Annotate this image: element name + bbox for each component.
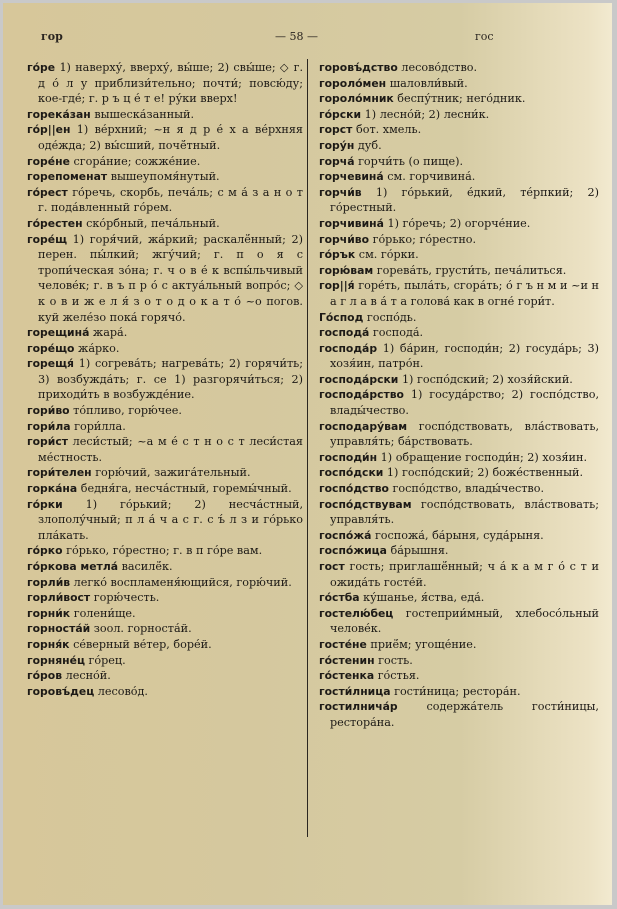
dictionary-entry <box>319 606 599 637</box>
headword: госпо́дствувам <box>319 497 412 511</box>
dictionary-entry <box>27 60 303 107</box>
definition: госпо́дствовать, вла́ствовать; управля́ть. <box>330 497 599 527</box>
dictionary-entry <box>319 372 599 388</box>
definition: приё́м; угоще́ние. <box>370 637 477 651</box>
headword: господа́рски <box>319 372 399 386</box>
dictionary-entry <box>27 341 303 357</box>
dictionary-entry <box>27 481 303 497</box>
definition: горю́честь. <box>93 591 160 605</box>
dictionary-entry <box>27 325 303 341</box>
headword: горе́що <box>27 341 75 355</box>
headword: го́стенка <box>319 669 375 683</box>
definition: госпо́дствовать, вла́ствовать, управля́ть; ба́рствовать. <box>330 419 599 449</box>
dictionary-entry <box>27 606 303 622</box>
right-guide-word: гос <box>475 30 494 43</box>
dictionary-entry <box>27 356 303 403</box>
definition: госпожа́, ба́рыня, суда́рыня. <box>374 528 544 542</box>
dictionary-page <box>3 3 612 905</box>
dictionary-entry <box>319 559 599 590</box>
dictionary-entry <box>319 465 599 481</box>
headword: госпо́жа́ <box>319 528 372 542</box>
headword: гори́во <box>27 404 70 418</box>
definition: горю́чий, зажига́тельный. <box>95 466 251 480</box>
dictionary-entry <box>27 621 303 637</box>
dictionary-entry <box>27 637 303 653</box>
definition: го́рько, го́рестно; г. в п го́ре вам. <box>66 544 263 558</box>
dictionary-entry <box>319 325 599 341</box>
definition: го́рец. <box>88 653 126 667</box>
dictionary-entry <box>27 154 303 170</box>
dictionary-entry <box>319 138 599 154</box>
definition: госпо́дь. <box>366 310 417 324</box>
definition: гость. <box>378 653 413 667</box>
headword: горчевина́ <box>319 170 384 184</box>
definition: лесово́д. <box>97 684 148 698</box>
definition: 1) госуда́рство; 2) госпо́дство, влады́чество. <box>330 388 600 418</box>
definition: гостеприи́мный, хлебосо́льный челове́к. <box>330 606 600 636</box>
definition: 1) го́рький; 2) несча́стный, злополу́чный; п л а́ ч а с г. с ъ́ л з и го́рько пла́кать. <box>38 497 303 542</box>
headword: Го́спод <box>319 310 364 324</box>
definition: гость; приглашё́нный; ч а́ к а м г о́ с т и ожида́ть госте́й. <box>330 560 600 589</box>
definition: 1) го́речь; 2) огорче́ние. <box>387 216 531 230</box>
definition: 1) госпо́дский; 2) боже́ственный. <box>386 466 584 480</box>
definition: 1) горя́чий, жа́ркий; раскалё́нный; 2) перен. пы́лкий; жгу́чий; г. п о я с тропи́ческая зо́на; г. ч о в е́ к вспы́льчивый челове́к; г. в ъ п р о́ с актуа́льный вопро́с; ◇ к о в и ж е л я́ з о т о д о к а т о́ ~о погов. куй желе́зо пока́ горячо́. <box>38 232 303 324</box>
dictionary-entry <box>27 465 303 481</box>
headword: гостилнича́р <box>319 700 398 714</box>
left-guide-word: гор <box>41 30 63 43</box>
dictionary-entry <box>319 107 599 123</box>
right-column <box>319 60 599 731</box>
dictionary-entry <box>27 668 303 684</box>
definition: василё́к. <box>121 560 173 573</box>
headword: горовъ́дство <box>319 61 398 74</box>
dictionary-entry <box>319 653 599 669</box>
headword: горст <box>319 123 353 137</box>
headword: господи́н <box>319 450 378 464</box>
dictionary-entry <box>27 232 303 326</box>
dictionary-entry <box>319 169 599 185</box>
headword: горе́щ <box>27 232 68 246</box>
definition: 1) ве́рхний; ~н я д р е́ х а ве́рхняя оде́жда; 2) вы́сший, почё́тный. <box>38 123 303 152</box>
definition: 1) лесно́й; 2) лесни́к. <box>364 107 490 121</box>
dictionary-entry <box>27 497 303 544</box>
definition: ба́рышня. <box>390 544 449 558</box>
definition: см. го́рки. <box>358 248 419 262</box>
headword: горещя́ <box>27 357 74 371</box>
dictionary-entry <box>27 684 303 700</box>
dictionary-entry <box>319 341 599 372</box>
headword: горни́к <box>27 606 71 620</box>
definition: шаловли́вый. <box>389 76 468 90</box>
left-column <box>27 60 303 699</box>
dictionary-entry <box>27 590 303 606</box>
headword: го́рко <box>27 544 63 558</box>
headword: горня́к <box>27 637 70 651</box>
headword: горю́вам <box>319 263 374 277</box>
dictionary-entry <box>27 559 303 575</box>
definition: вышеупомя́нутый. <box>110 170 220 184</box>
headword: гори́ст <box>27 435 69 449</box>
definition: госпо́дство, влады́чество. <box>392 482 545 496</box>
dictionary-entry <box>319 497 599 528</box>
definition: 1) наверху́, вверху́, вы́ше; 2) свы́ше; ◇ г. д о́ л у приблизи́тельно; почти́; повсю́ду; кое-где́; г. р ъ ц е́ т е! ру́ки вверх! <box>38 61 303 106</box>
definition: беспу́тник; него́дник. <box>397 92 526 106</box>
definition: горе́ть, пыла́ть, сгора́ть; о́ г ъ н м и ~и н а г л а в а́ т а голова́ как в огне́ гори́т. <box>330 279 599 308</box>
definition: леси́стый; ~а м е́ с т н о с т леси́стая ме́стность. <box>38 435 303 464</box>
definition: господа́. <box>372 326 424 340</box>
dictionary-entry <box>27 216 303 232</box>
definition: 1) госпо́дский; 2) хозя́йский. <box>401 372 573 386</box>
headword: горняне́ц <box>27 653 85 667</box>
definition: го́стья. <box>377 669 420 683</box>
headword: горли́вост <box>27 591 91 605</box>
dictionary-entry <box>319 185 599 216</box>
running-header <box>3 30 612 50</box>
headword: гори́ла <box>27 419 71 433</box>
dictionary-entry <box>319 278 599 309</box>
headword: господа́ <box>319 326 370 340</box>
headword: го́рки <box>27 497 63 511</box>
headword: го́ре <box>27 61 56 74</box>
headword: госте́не <box>319 637 367 651</box>
headword: госпо́жица <box>319 544 387 558</box>
definition: содержа́тель гости́ницы, рестора́на. <box>330 700 599 729</box>
definition: легко́ воспламеня́ющийся, горю́чий. <box>73 575 292 589</box>
dictionary-entry <box>319 76 599 92</box>
dictionary-entry <box>319 247 599 263</box>
dictionary-entry <box>319 122 599 138</box>
dictionary-entry <box>27 543 303 559</box>
definition: ско́рбный, печа́льный. <box>86 216 220 230</box>
headword: гори́телен <box>27 466 92 480</box>
headword: гороло́мник <box>319 92 394 106</box>
dictionary-entry <box>319 232 599 248</box>
headword: горка́на <box>27 482 78 496</box>
definition: жара́. <box>92 326 128 340</box>
definition: го́речь, скорбь, печа́ль; с м а́ з а н о т г. пода́вленный го́рем. <box>38 185 303 215</box>
dictionary-entry <box>27 169 303 185</box>
headword: горовъ́дец <box>27 684 95 698</box>
column-divider <box>307 59 308 837</box>
definition: 1) ба́рин, господи́н; 2) госуда́рь; 3) хозя́ин, патро́н. <box>330 341 599 371</box>
definition: лесно́й. <box>65 669 111 683</box>
definition: дуб. <box>357 138 382 152</box>
definition: жа́рко. <box>78 341 120 355</box>
dictionary-entry <box>27 419 303 435</box>
definition: 1) обращение господи́н; 2) хозя́ин. <box>380 450 588 464</box>
headword: го́рък <box>319 248 356 262</box>
headword: го́ркова метла́ <box>27 560 119 573</box>
dictionary-entry <box>27 575 303 591</box>
definition: голени́ще. <box>73 606 136 620</box>
dictionary-entry <box>27 122 303 153</box>
dictionary-entry <box>319 387 599 418</box>
headword: гору́н <box>319 138 355 152</box>
definition: се́верный ве́тер, боре́й. <box>73 637 212 651</box>
headword: горли́в <box>27 575 71 589</box>
dictionary-entry <box>319 543 599 559</box>
headword: горчи́в <box>319 185 362 199</box>
definition: ку́шанье, я́ства, еда́. <box>363 591 485 605</box>
definition: бедня́га, несча́стный, горемы́чный. <box>80 482 292 496</box>
headword: го́стенин <box>319 653 375 667</box>
dictionary-entry <box>319 668 599 684</box>
dictionary-entry <box>319 419 599 450</box>
headword: го́ров <box>27 669 63 683</box>
headword: го́рестен <box>27 216 83 230</box>
definition: го́рько; го́рестно. <box>372 232 477 246</box>
dictionary-entry <box>27 653 303 669</box>
definition: сгора́ние; сожже́ние. <box>73 154 201 168</box>
definition: горчи́ть (о пище). <box>358 154 464 168</box>
dictionary-entry <box>319 637 599 653</box>
headword: горноста́й <box>27 622 91 636</box>
dictionary-entry <box>27 107 303 123</box>
dictionary-entry <box>27 403 303 419</box>
definition: см. горчивина́. <box>387 170 476 184</box>
dictionary-entry <box>319 310 599 326</box>
headword: го́рест <box>27 185 68 199</box>
definition: вышеска́занный. <box>94 107 195 121</box>
dictionary-entry <box>319 528 599 544</box>
dictionary-entry <box>319 60 599 76</box>
dictionary-entry <box>319 590 599 606</box>
definition: 1) го́рький, е́дкий, те́рпкий; 2) го́рестный. <box>330 185 600 215</box>
headword: гор||я́ <box>319 279 355 293</box>
headword: гостелю́бец <box>319 606 394 620</box>
dictionary-entry <box>319 699 599 730</box>
definition: лесово́дство. <box>401 61 478 74</box>
definition: 1) согрева́ть; нагрева́ть; 2) горячи́ть; 3) возбужда́ть; г. се 1) разгорячи́ться; 2) приходи́ть в возбужде́ние. <box>38 357 303 402</box>
headword: горепоменат <box>27 170 108 184</box>
dictionary-entry <box>319 154 599 170</box>
dictionary-entry <box>319 263 599 279</box>
headword: горчи́во <box>319 232 370 246</box>
headword: госпо́дство <box>319 482 389 496</box>
dictionary-entry <box>319 481 599 497</box>
headword: гости́лница <box>319 684 391 698</box>
definition: горева́ть, грусти́ть, печа́литься. <box>376 263 567 277</box>
headword: го́р||ен <box>27 123 71 137</box>
headword: горещина́ <box>27 326 90 340</box>
headword: го́рски <box>319 107 362 121</box>
definition: то́пливо, горю́чее. <box>73 404 182 418</box>
headword: гороло́мен <box>319 76 387 90</box>
page-number: — 58 — <box>275 30 318 43</box>
definition: зоол. горноста́й. <box>93 622 192 636</box>
dictionary-entry <box>27 185 303 216</box>
dictionary-entry <box>319 450 599 466</box>
headword: горча́ <box>319 154 355 168</box>
headword: горе́не <box>27 154 70 168</box>
definition: гори́лла. <box>74 419 126 433</box>
headword: горчивина́ <box>319 216 384 230</box>
headword: горека́зан <box>27 107 91 121</box>
definition: гости́ница; рестора́н. <box>394 684 521 698</box>
headword: господа́р <box>319 341 378 355</box>
dictionary-entry <box>27 434 303 465</box>
dictionary-entry <box>319 684 599 700</box>
dictionary-entry <box>319 91 599 107</box>
headword: го́стба <box>319 591 360 605</box>
headword: гост <box>319 560 345 573</box>
headword: госпо́дски <box>319 466 384 480</box>
headword: господа́рство <box>319 388 404 402</box>
definition: бот. хмель. <box>356 123 422 137</box>
headword: господару́вам <box>319 419 408 433</box>
dictionary-entry <box>319 216 599 232</box>
